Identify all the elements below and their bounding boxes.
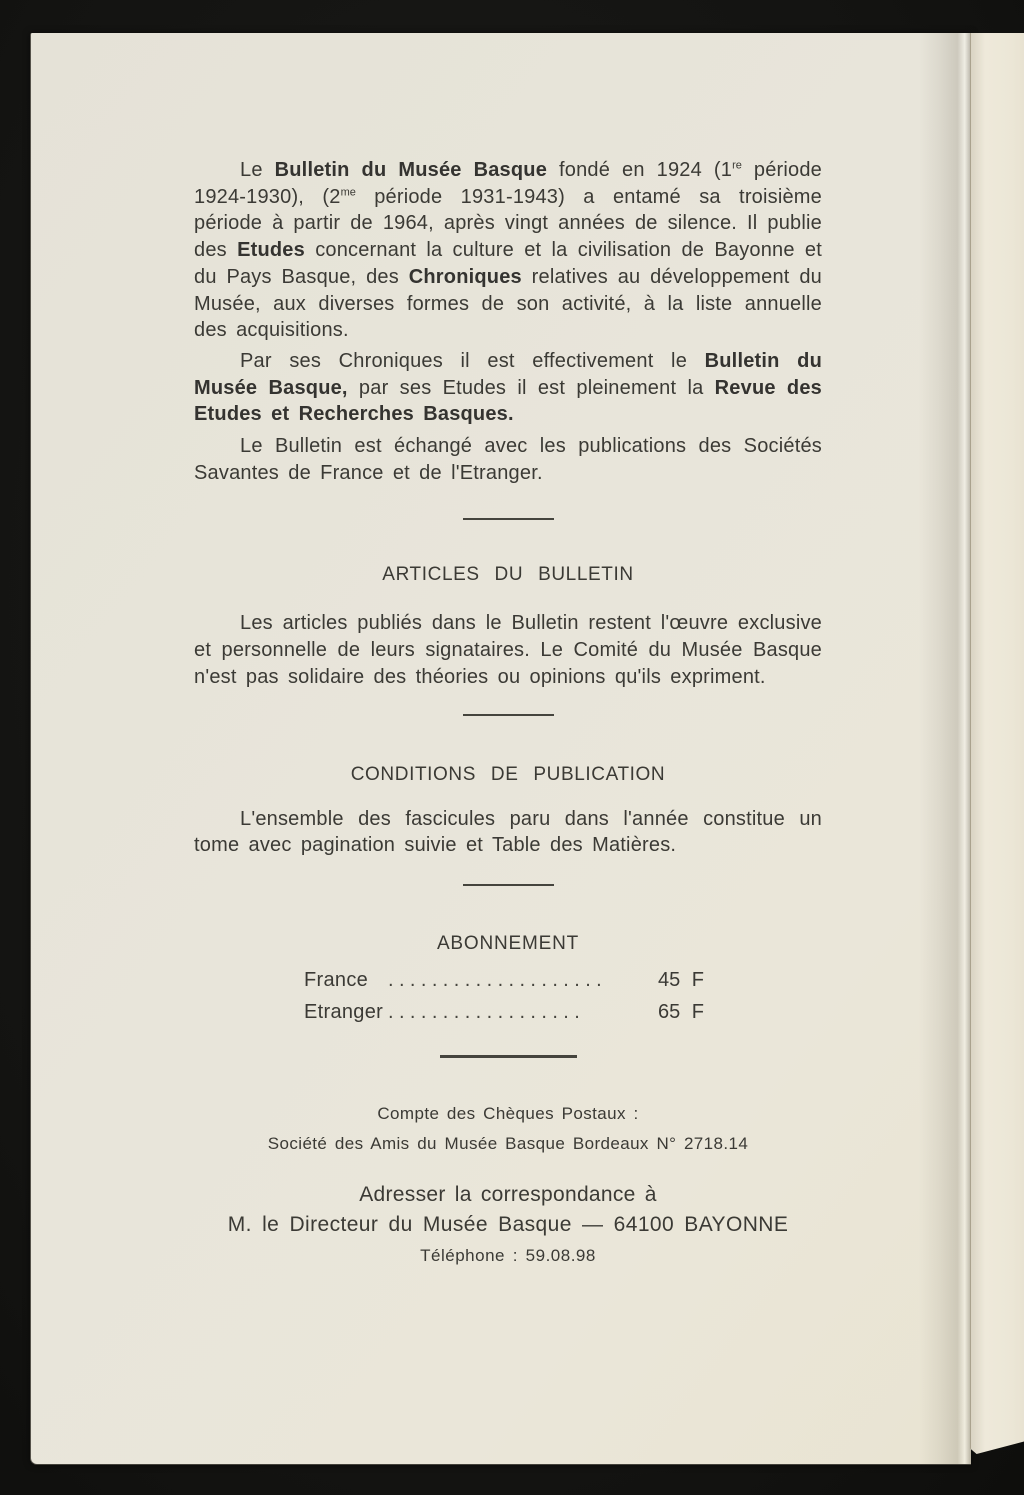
country-label-france: France bbox=[304, 968, 369, 991]
page-fold-shadow bbox=[919, 33, 971, 1464]
section-divider-4 bbox=[440, 1055, 577, 1058]
subscription-row-etranger bbox=[194, 996, 822, 1028]
subscription-row-france bbox=[194, 964, 822, 996]
postal-account-number: Société des Amis du Musée Basque Bordeaux N° 2718.14 bbox=[267, 1133, 749, 1153]
intro-paragraph-3: Le Bulletin est échangé avec les publications des Sociétés Savantes de France et de l'Etranger. bbox=[194, 435, 822, 484]
section-divider-2 bbox=[463, 714, 554, 716]
postal-account-block bbox=[194, 1099, 822, 1159]
correspondence-address-line: M. le Directeur du Musée Basque — 64100 BAYONNE bbox=[227, 1212, 789, 1236]
articles-paragraph: Les articles publiés dans le Bulletin restent l'œuvre exclusive et personnelle de leurs signataires. Le Comité du Musée Basque n'est pas solidaire des théories ou opinions qu'ils expriment. bbox=[194, 612, 822, 688]
correspondence-block bbox=[194, 1180, 822, 1269]
conditions-paragraph: L'ensemble des fascicules paru dans l'année constitue un tome avec pagination suivie et Table des Matières. bbox=[194, 807, 822, 857]
adjacent-page-edge bbox=[970, 33, 1024, 1454]
price-value-etranger: 65 F bbox=[658, 1000, 705, 1023]
intro-paragraph-2: Par ses Chroniques il est effectivement le Bulletin du Musée Basque, par ses Etudes il est pleinement la Revue des Etudes et Recherches Basques. bbox=[194, 349, 822, 426]
dotted-leader: .................. bbox=[388, 1000, 586, 1023]
postal-account-heading: Compte des Chèques Postaux : bbox=[377, 1103, 639, 1123]
conditions-section-heading: CONDITIONS DE PUBLICATION bbox=[350, 763, 666, 785]
telephone-line: Téléphone : 59.08.98 bbox=[420, 1245, 596, 1265]
articles-section-heading: ARTICLES DU BULLETIN bbox=[382, 564, 634, 586]
section-divider-3 bbox=[463, 884, 554, 886]
intro-paragraph-1: Le Bulletin du Musée Basque fondé en 1924 (1re période 1924-1930), ($2^{me}$ période 1931-1943) a entamé sa troisième période à partir de 1964, après vingt années de silence. Il publie des Etudes concernant la culture et la civilisation de Bayonne et du Pays Basque, des Chroniques relatives au développement du Musée, aux diverses formes de son activité, à la liste annuelle des acquisitions. bbox=[194, 159, 822, 342]
correspondence-intro-line: Adresser la correspondance à bbox=[359, 1182, 657, 1206]
country-label-etranger: Etranger bbox=[304, 1000, 384, 1023]
subscription-price-list bbox=[194, 964, 822, 1028]
dotted-leader: .................... bbox=[388, 968, 608, 991]
page-content bbox=[194, 157, 822, 1269]
subscription-section-heading: ABONNEMENT bbox=[436, 932, 580, 954]
document-page bbox=[30, 33, 971, 1465]
section-divider-1 bbox=[463, 518, 554, 520]
price-value-france: 45 F bbox=[658, 968, 705, 991]
